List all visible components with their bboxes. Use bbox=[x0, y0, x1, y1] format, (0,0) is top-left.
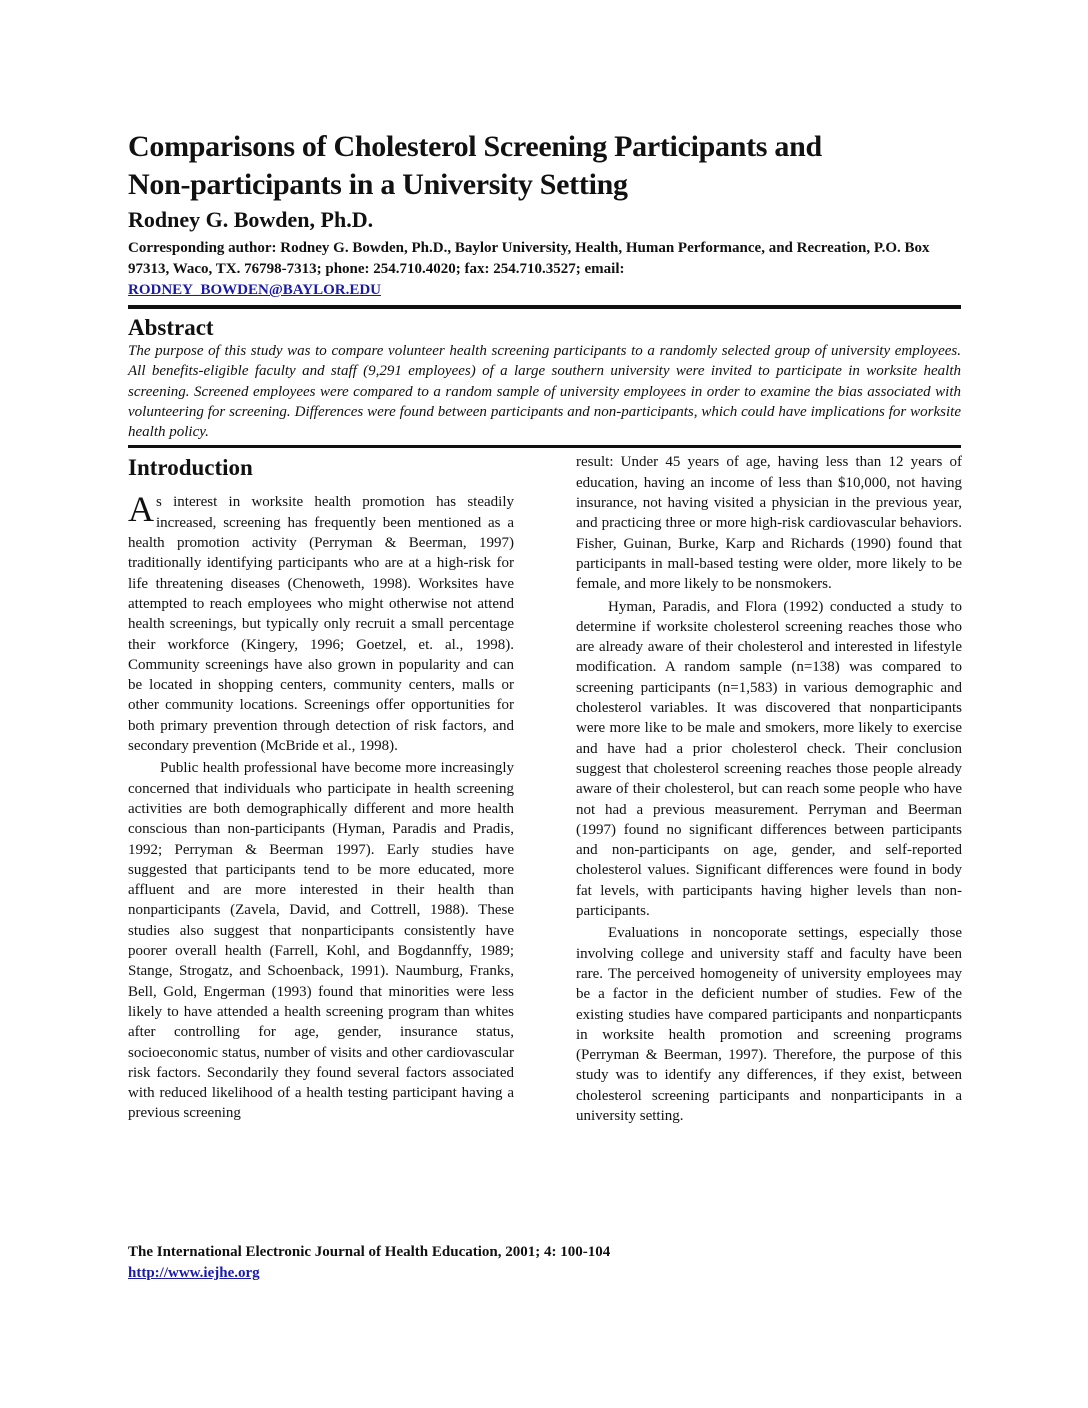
email-link[interactable]: RODNEY_BOWDEN@BAYLOR.EDU bbox=[128, 282, 382, 298]
body-columns bbox=[128, 448, 961, 1228]
drop-cap: A bbox=[128, 489, 154, 530]
corresponding-author bbox=[128, 238, 961, 301]
introduction-heading: Introduction bbox=[128, 455, 253, 481]
divider-top bbox=[128, 305, 961, 309]
author-name: Rodney G. Bowden, Ph.D. bbox=[128, 207, 374, 232]
paragraph-1-text: s interest in worksite health promotion has steadily increased, screening has frequently been mentioned as a health promotion activity (Perryman & Beerman, 1997) traditionally identifying participants who are at a high-risk for life threatening diseases (Chenoweth, 1998). Worksites have attempted to reach employees who might otherwise not attend health screenings, but typically only recruit a small percentage their workforce (Kingery, 1996; Goetzel, et. al., 1998). Community screenings have also grown in popularity and can be located in shopping centers, community centers, malls or other community locations. Screenings offer opportunities for both primary prevention through detection of risk factors, and secondary prevention (McBride et al., 1998). bbox=[128, 494, 514, 755]
footer-url-link[interactable]: http://www.iejhe.org bbox=[128, 1265, 260, 1281]
paragraph-4: Hyman, Paradis, and Flora (1992) conducted a study to determine if worksite cholesterol screening reaches those who are already aware of their cholesterol and interested in lifestyle modification. A random sample (n=138) was compared to screening participants (n=1,583) in various demographic and cholesterol variables. It was discovered that nonparticipants were more like to be male and smokers, more likely to exercise and have had a prior cholesterol check. Their conclusion suggest that cholesterol screening reaches those people already aware of their cholesterol, but can reach some people who have not had a previous measurement. Perryman and Beerman (1997) found no significant differences between participants and non-participants on age, gender, and self-reported cholesterol values. Significant differences were found in body fat levels, with participants having higher levels than non-participants. bbox=[576, 598, 962, 920]
paragraph-2: Public health professional have become more increasingly concerned that individuals who participate in health screening activities are both demographically different and more health conscious than non-participants (Hyman, Paradis and Pradis, 1992; Perryman & Beerman 1997). Early studies have suggested that participants tend to be more educated, more affluent and are more interested in their health than nonparticipants (Zavela, David, and Cottrell, 1988). These studies also suggest that nonparticipants consistently have poorer overall health (Farrell, Kohl, and Bogdannffy, 1989; Stange, Strogatz, and Schoenback, 1991). Naumburg, Franks, Bell, Gold, Engerman (1993) found that minorities were less likely to have attended a health screening program than whites after controlling for age, gender, insurance status, socioeconomic status, number of visits and other cardiovascular risk factors. Secondarily they found several factors associated with reduced likelihood of a health testing participant having a previous screening bbox=[128, 760, 514, 1122]
paragraph-3: result: Under 45 years of age, having less than 12 years of education, having an income of less than $10,000, not having insurance, not having visited a physician in the previous year, and practicing three or more high-risk cardiovascular behaviors. Fisher, Guinan, Burke, Karp and Richards (1990) found that participants in mall-based testing were older, more likely to be female, and more likely to be nonsmokers. bbox=[576, 454, 962, 593]
title-line-1: Comparisons of Cholesterol Screening Participants and bbox=[128, 130, 822, 163]
paragraph-1 bbox=[128, 489, 514, 756]
page-footer bbox=[128, 1242, 610, 1284]
article-title bbox=[128, 128, 961, 204]
paragraph-5: Evaluations in noncoporate settings, especially those involving college and university staff and faculty have been rare. The perceived homogeneity of university employees may be a factor in the deficient number of studies. Few of the existing studies have compared participants and nonparticpants in worksite health promotion and screening programs (Perryman & Beerman, 1997). Therefore, the purpose of this study was to identify any differences, if they exist, between cholesterol screening participants and nonparticipants in a university setting. bbox=[576, 925, 962, 1124]
abstract-text: The purpose of this study was to compare volunteer health screening participants to a randomly selected group of university employees. All benefits-eligible faculty and staff (9,291 employees) of a large southern university were invited to participate in worksite health screening. Screened employees were compared to a random sample of university employees in order to examine the bias associated with volunteering for screening. Differences were found between participants and non-participants, which could have implications for worksite health policy. bbox=[128, 343, 961, 441]
corresponding-text: Corresponding author: Rodney G. Bowden, Ph.D., Baylor University, Health, Human Performance, and Recreation, P.O. Box 97313, Waco, TX. 76798-7313; phone: 254.710.4020; fax: 254.710.3527; email: bbox=[128, 240, 930, 277]
article bbox=[128, 128, 961, 1228]
title-line-2: Non-participants in a University Setting bbox=[128, 168, 628, 201]
abstract-heading: Abstract bbox=[128, 315, 214, 340]
left-column bbox=[128, 448, 514, 1123]
right-column bbox=[576, 452, 962, 1126]
footer-journal: The International Electronic Journal of Health Education, 2001; 4: 100-104 bbox=[128, 1244, 611, 1260]
